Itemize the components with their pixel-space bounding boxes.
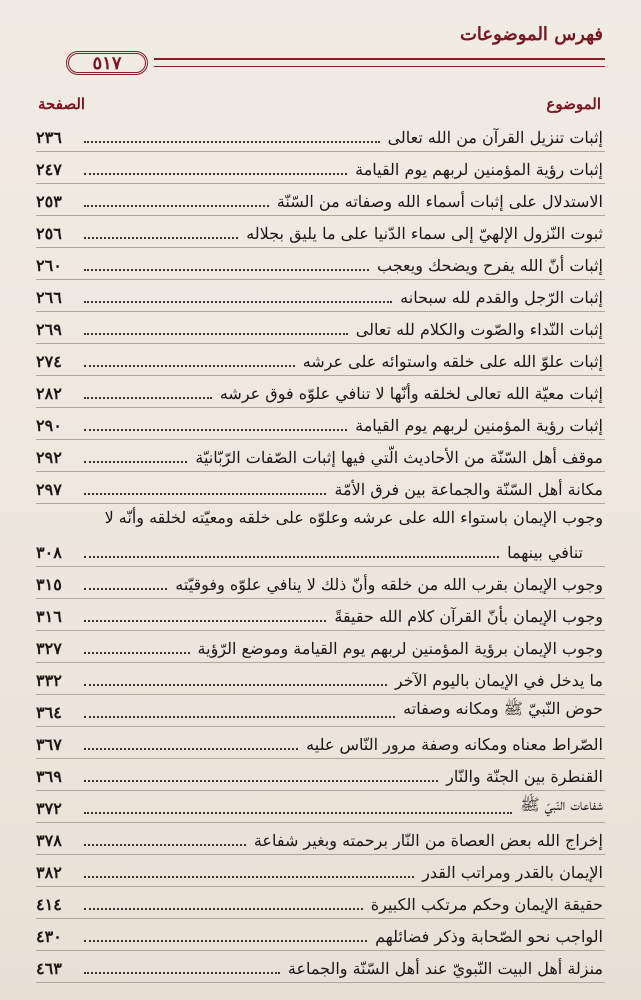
index-entry: [36, 344, 605, 376]
entry-title: الإيمان بالقدر ومراتب القدر: [422, 863, 603, 882]
index-entry: [36, 631, 605, 663]
entry-page-number: ٢٨٢: [36, 384, 62, 403]
dot-leader: [84, 940, 367, 942]
entry-title: موقف أهل السّنّة من الأحاديث الّتي فيها إثبات الصّفات الرّبّانيّة: [195, 448, 603, 467]
index-entry: [36, 727, 605, 759]
index-entry: [36, 216, 605, 248]
index-entry: [36, 376, 605, 408]
entry-page-number: ٢٥٦: [36, 224, 62, 243]
entry-title: مكانة أهل السّنّة والجماعة بين فرق الأمّة: [334, 480, 603, 499]
index-entry: [36, 472, 605, 504]
entry-page-number: ٢٣٦: [36, 128, 62, 147]
index-entries: [36, 120, 605, 983]
dot-leader: [84, 269, 369, 271]
index-entry: [36, 759, 605, 791]
entry-page-number: ٤٦٣: [36, 959, 62, 978]
entry-page-number: ٢٩٢: [36, 448, 62, 467]
dot-leader: [84, 205, 269, 207]
dot-leader: [84, 908, 363, 910]
entry-page-number: ٢٦٠: [36, 256, 62, 275]
entry-page-number: ٢٩٧: [36, 480, 62, 499]
dot-leader: [84, 620, 326, 622]
dot-leader: [84, 333, 348, 335]
entry-page-number: ٢٧٤: [36, 352, 62, 371]
entry-title: إثبات علوّ الله على خلقه واستوائه على عرشه: [302, 352, 603, 371]
entry-page-number: ٤١٤: [36, 895, 62, 914]
dot-leader: [84, 493, 326, 495]
index-entry: [36, 599, 605, 631]
dot-leader: [84, 429, 347, 431]
entry-title: وجوب الإيمان برؤية المؤمنين لربهم يوم القيامة وموضع الرّؤية: [197, 639, 603, 658]
entry-page-number: ٣١٥: [36, 575, 62, 594]
entry-page-number: ٣٧٨: [36, 831, 62, 850]
entry-title: ما يدخل في الإيمان باليوم الآخر: [394, 671, 603, 690]
dot-leader: [84, 397, 212, 399]
dot-leader: [84, 844, 246, 846]
entry-title: إثبات النّداء والصّوت والكلام لله تعالى: [355, 320, 603, 339]
dot-leader: [84, 876, 414, 878]
index-entry: [36, 791, 605, 823]
entry-title: وجوب الإيمان باستواء الله على عرشه وعلوّه على خلقه ومعيّته لخلقه وأنّه لا: [104, 508, 603, 527]
entry-page-number: ٢٤٧: [36, 160, 62, 179]
dot-leader: [84, 972, 280, 974]
page-number-badge: [66, 51, 148, 75]
dot-leader: [84, 748, 298, 750]
entry-page-number: ٣٢٧: [36, 639, 62, 658]
entry-page-number: ٣٦٩: [36, 767, 62, 786]
index-entry: [36, 663, 605, 695]
dot-leader: [84, 173, 347, 175]
page-number: ٥١٧: [92, 52, 122, 74]
index-entry: [36, 280, 605, 312]
entry-title: وجوب الإيمان بقرب الله من خلقه وأنّ ذلك لا ينافي علوّه وفوقيّته: [175, 575, 603, 594]
entry-page-number: ٣٦٧: [36, 735, 62, 754]
entry-title: إثبات الرّجل والقدم لله سبحانه: [400, 288, 603, 307]
index-entry: [36, 248, 605, 280]
header-rule-thin: [154, 66, 605, 67]
entry-page-number: ٣٨٢: [36, 863, 62, 882]
page-column-heading: الصفحة: [38, 95, 86, 113]
dot-leader: [84, 141, 380, 143]
index-entry: [36, 184, 605, 216]
topic-column-heading: الموضوع: [546, 95, 601, 113]
entry-title: الاستدلال على إثبات أسماء الله وصفاته من السّنّة: [276, 192, 603, 211]
dot-leader: [84, 684, 387, 686]
entry-title: وجوب الإيمان بأنّ القرآن كلام الله حقيقةً: [334, 607, 603, 626]
entry-title: الواجب نحو الصّحابة وذكر فضائلهم: [375, 927, 603, 946]
entry-title: إثبات معيّة الله تعالى لخلقه وأنّها لا تنافي علوّه فوق عرشه: [219, 384, 603, 403]
dot-leader: [84, 780, 438, 782]
entry-page-number: ٢٥٣: [36, 192, 62, 211]
entry-title: شفاعات النّبيّ ﷺ: [520, 795, 603, 814]
entry-page-number: ٢٩٠: [36, 416, 62, 435]
entry-title: الصّراط معناه ومكانه وصفة مرور النّاس عليه: [306, 735, 603, 754]
index-entry: [36, 919, 605, 951]
dot-leader: [84, 556, 499, 558]
index-entry: [36, 120, 605, 152]
entry-page-number: ٣٧٢: [36, 799, 62, 818]
entry-page-number: ٣٣٢: [36, 671, 62, 690]
entry-title: إخراج الله بعض العصاة من النّار برحمته وبغير شفاعة: [253, 831, 603, 850]
index-entry: [36, 951, 605, 983]
index-entry: [36, 504, 605, 567]
entry-page-number: ٣٦٤: [36, 703, 62, 722]
dot-leader: [84, 812, 512, 814]
index-entry: [36, 312, 605, 344]
dot-leader: [84, 652, 190, 654]
index-entry: [36, 887, 605, 919]
dot-leader: [84, 365, 295, 367]
entry-page-number: ٢٦٩: [36, 320, 62, 339]
entry-title-continued: تنافي بينهما: [507, 543, 583, 562]
entry-title: حوض النّبيّ ﷺ ومكانه وصفاته: [403, 699, 603, 718]
dot-leader: [84, 301, 392, 303]
dot-leader: [84, 237, 238, 239]
page-header: [0, 0, 641, 90]
dot-leader: [84, 716, 395, 718]
dot-leader: [84, 588, 167, 590]
dot-leader: [84, 461, 187, 463]
index-entry: [36, 855, 605, 887]
index-entry: [36, 567, 605, 599]
entry-title: منزلة أهل البيت النّبويّ عند أهل السّنّة والجماعة: [287, 959, 603, 978]
index-entry: [36, 408, 605, 440]
entry-title: إثبات رؤية المؤمنين لربهم يوم القيامة: [355, 160, 603, 179]
entry-page-number: ٤٣٠: [36, 927, 62, 946]
entry-page-number: ٣١٦: [36, 607, 62, 626]
index-entry: [36, 823, 605, 855]
entry-title: إثبات رؤية المؤمنين لربهم يوم القيامة: [355, 416, 603, 435]
entry-title: حقيقة الإيمان وحكم مرتكب الكبيرة: [370, 895, 603, 914]
entry-page-number: ٢٦٦: [36, 288, 62, 307]
index-entry: [36, 440, 605, 472]
entry-title: إثبات أنّ الله يفرح ويضحك ويعجب: [377, 256, 603, 275]
entry-page-number: ٣٠٨: [36, 543, 62, 562]
entry-title: إثبات تنزيل القرآن من الله تعالى: [387, 128, 603, 147]
entry-title: القنطرة بين الجنّة والنّار: [446, 767, 603, 786]
index-title: فهرس الموضوعات: [459, 24, 603, 45]
entry-title: ثبوت النّزول الإلهيّ إلى سماء الدّنيا على ما يليق بجلاله: [246, 224, 603, 243]
header-rule: [154, 58, 605, 60]
index-entry: [36, 695, 605, 727]
index-entry: [36, 152, 605, 184]
